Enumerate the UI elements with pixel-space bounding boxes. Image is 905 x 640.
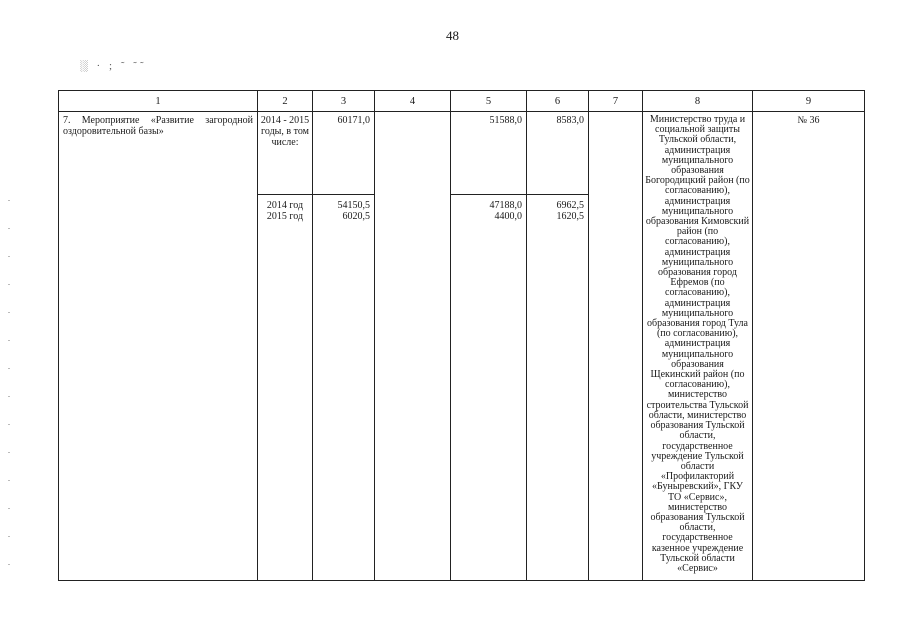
executors-cell: Министерство труда и социальной защиты Тульской области, администрация муниципального образования Богородицкий район (по согласованию), администрация муниципального образования Кимовский район (по согласованию), администрация муниципального образования город Ефремов (по согласованию), администрация муниципального образования город Тула (по согласованию), администрация муниципального образования Щекинский район (по согласованию), министерство строительства Тульской области, министерство образования Тульской области, государственное учреждение Тульской области «Профилакторий «Буныревский», ГКУ ТО «Сервис», министерство образования Тульской области, государственное казенное учреждение Тульской области «Сервис» [643,112,753,581]
col-header-2: 2 [258,91,313,112]
page-number: 48 [446,28,459,43]
col3-year: 6020,5 [342,211,370,222]
period-total: 2014 - 2015 годы, в том числе: [260,115,310,148]
col-header-8: 8 [643,91,753,112]
col6-year: 1620,5 [556,211,584,222]
margin-dots [8,200,10,580]
period-year: 2014 год [266,200,304,211]
col5-year: 4400,0 [494,211,522,222]
col5-year: 47188,0 [489,200,522,211]
col4-cell [375,112,451,581]
scan-artifact: ░ · ; ˜ ˜˜ [80,60,147,72]
period-cell [258,112,313,581]
header-row [59,91,865,112]
table-row [59,112,865,581]
col7-cell [589,112,643,581]
col4-total [375,112,450,118]
col3-cell [313,112,375,581]
col6-year: 6962,5 [556,200,584,211]
col-header-3: 3 [313,91,375,112]
result-ref-cell: № 36 [753,112,865,581]
col3-year: 54150,5 [337,200,370,211]
col7-total [589,112,642,118]
period-year: 2015 год [266,211,304,222]
col5-total: 51588,0 [489,115,522,126]
col-header-1: 1 [59,91,258,112]
col6-total: 8583,0 [556,115,584,126]
col-header-6: 6 [527,91,589,112]
col6-cell [527,112,589,581]
col-header-9: 9 [753,91,865,112]
event-cell: 7. Мероприятие «Развитие загородной оздоровительной базы» [59,112,258,581]
program-table [58,90,865,581]
col-header-5: 5 [451,91,527,112]
col-header-4: 4 [375,91,451,112]
col5-cell [451,112,527,581]
col-header-7: 7 [589,91,643,112]
col3-total: 60171,0 [337,115,370,126]
